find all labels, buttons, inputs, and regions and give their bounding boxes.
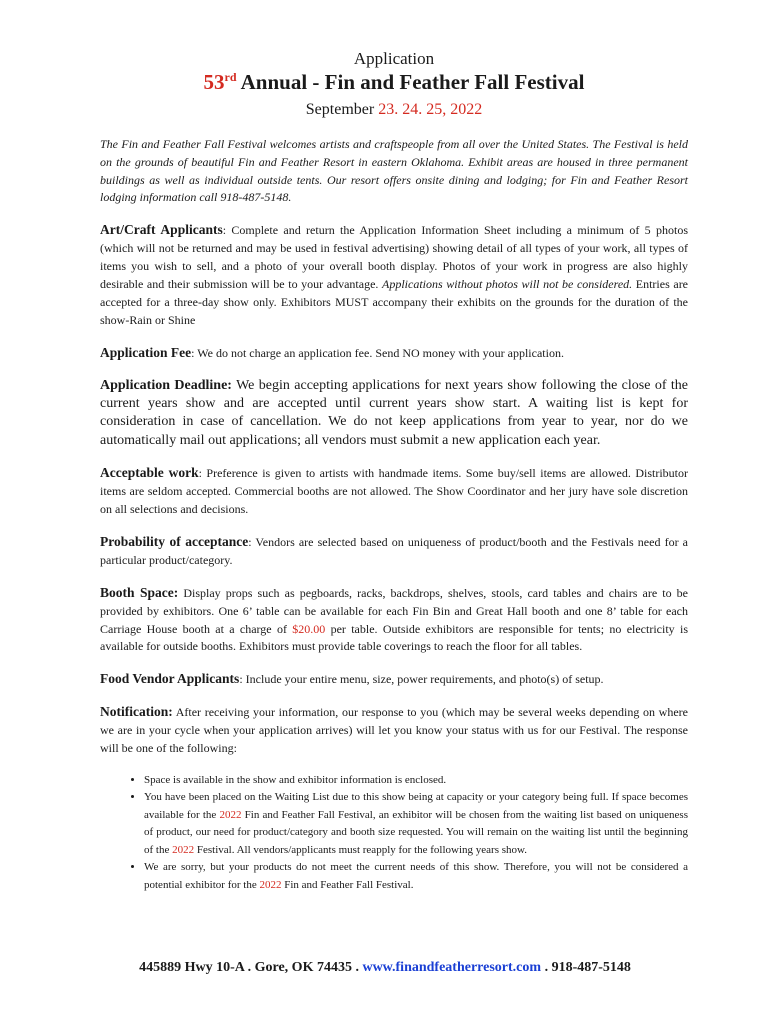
food-vendor-label: Food Vendor Applicants: [100, 671, 240, 687]
list-item: [144, 789, 688, 859]
waiting-list-year-2: 2022: [172, 843, 195, 856]
acceptable-work-label: Acceptable work: [100, 465, 199, 481]
notification-label: Notification:: [100, 704, 173, 720]
booth-space-label: Booth Space:: [100, 584, 179, 600]
declined-year: 2022: [259, 878, 282, 891]
food-vendor-sep: :: [239, 672, 243, 687]
food-vendor-text: Include your entire menu, size, power requirements, and photo(s) of setup.: [242, 672, 604, 687]
document-title: [100, 69, 688, 95]
waiting-list-year-1: 2022: [219, 808, 242, 821]
response-space-available: Space is available in the show and exhibitor information is enclosed.: [144, 773, 447, 786]
title-number: 53: [203, 70, 225, 94]
booth-space-text-2: per table. Outside exhibitors are responsible for tents; no electricity is available for outside booths. Exhibitors must provide table coverings to reach the floor for all tables.: [100, 621, 688, 654]
application-fee-sep: :: [191, 345, 195, 360]
art-craft-photo-warning: Applications without photos will not be considered.: [382, 276, 633, 291]
title-ordinal-suffix: rd: [224, 70, 237, 84]
list-item: [144, 772, 688, 790]
booth-space-text-1: Display props such as pegboards, racks, backdrops, shelves, stools, card tables and chairs are to be provided by exhibitors. One 6’ table can be available for each Fin Bin and Great Hall booth and one 8’ table for each Carriage House booth at a charge of: [100, 585, 688, 636]
intro-paragraph: The Fin and Feather Fall Festival welcomes artists and craftspeople from all over the United States. The Festival is held on the grounds of beautiful Fin and Feather Resort in eastern Oklahoma. Exhibit areas are housed in three permanent buildings as well as individual outside tents. Our resort offers onsite dining and lodging; for Fin and Feather Resort lodging information call 918-487-5148.: [100, 137, 688, 205]
response-waiting-list-c: Festival. All vendors/applicants must reapply for the following years show.: [194, 843, 528, 856]
response-options-list: [100, 772, 688, 895]
art-craft-sep: :: [222, 223, 227, 238]
acceptable-work-sep: :: [198, 466, 202, 481]
probability-section: [100, 533, 688, 570]
contact-footer: [0, 958, 770, 978]
notification-text: After receiving your information, our response to you (which may be several weeks depending on where we are in your cycle when your application arrives) will let you know your status with us for our Festival. The response will be one of the following:: [100, 705, 688, 756]
application-fee-text: We do not charge an application fee. Send NO money with your application.: [194, 345, 564, 360]
response-waiting-list-a: You have been placed on the Waiting List due to this show being at capacity or your category being full. If space becomes available for the: [144, 791, 688, 821]
notification-section: [100, 703, 688, 758]
art-craft-text-2: Entries are accepted for a three-day show only. Exhibitors MUST accompany their exhibits on the grounds for the duration of the show-Rain or Shine: [100, 276, 689, 327]
application-fee-label: Application Fee: [100, 344, 192, 360]
response-waiting-list-b: Fin and Feather Fall Festival, an exhibitor will be chosen from the waiting list based on uniqueness of product, our need for product/category and booth size requested. You will remain on the waiting list until the beginning of the: [144, 808, 688, 856]
date-prefix: September: [305, 101, 379, 118]
website-link[interactable]: www.finandfeatherresort.com: [362, 960, 542, 975]
probability-label: Probability of acceptance: [100, 533, 249, 549]
food-vendor-section: [100, 670, 688, 689]
application-deadline-label: Application Deadline:: [100, 377, 232, 393]
booth-space-section: [100, 584, 688, 657]
art-craft-section: [100, 221, 688, 329]
list-item: [144, 859, 688, 894]
footer-phone: . 918-487-5148: [541, 960, 631, 975]
acceptable-work-section: [100, 464, 688, 519]
application-deadline-text: We begin accepting applications for next years show following the close of the current years show and are accepted until current years show start. A waiting list is kept for consideration in case of cancellation. We do not keep applications from year to year, nor do we automatically mail out applications; all vendors must submit a new application each year.: [100, 377, 688, 448]
art-craft-text-1: Complete and return the Application Information Sheet including a minimum of 5 photos (which will not be returned and may be used in festival advertising) showing detail of all types of your work, all types of items you wish to sell, and a photo of your overall booth display. Photos of your work in progress are also highly desirable and their submission will be to your advantage.: [100, 223, 688, 291]
probability-sep: :: [248, 534, 252, 549]
application-deadline-section: [100, 377, 688, 451]
document-heading: Application: [353, 49, 435, 68]
footer-address: 445889 Hwy 10-A . Gore, OK 74435 .: [139, 960, 363, 975]
art-craft-label: Art/Craft Applicants: [100, 222, 223, 238]
application-fee-section: [100, 344, 688, 363]
probability-text: Vendors are selected based on uniqueness of product/booth and the Festivals need for a particular product/category.: [100, 534, 688, 567]
date-value: 23. 24. 25, 2022: [378, 101, 483, 118]
acceptable-work-text: Preference is given to artists with handmade items. Some buy/sell items are allowed. Distributor items are seldom accepted. Commercial booths are not allowed. The Show Coordinator and her jury have sole discretion on all selections and decisions.: [100, 466, 688, 516]
title-text: Annual - Fin and Feather Fall Festival: [236, 70, 585, 94]
response-declined-b: Fin and Feather Fall Festival.: [281, 878, 414, 891]
festival-dates: [100, 100, 688, 120]
table-price: $20.00: [292, 621, 326, 636]
response-declined-a: We are sorry, but your products do not meet the current needs of this show. Therefore, you will not be considered a potential exhibitor for the: [144, 861, 688, 891]
